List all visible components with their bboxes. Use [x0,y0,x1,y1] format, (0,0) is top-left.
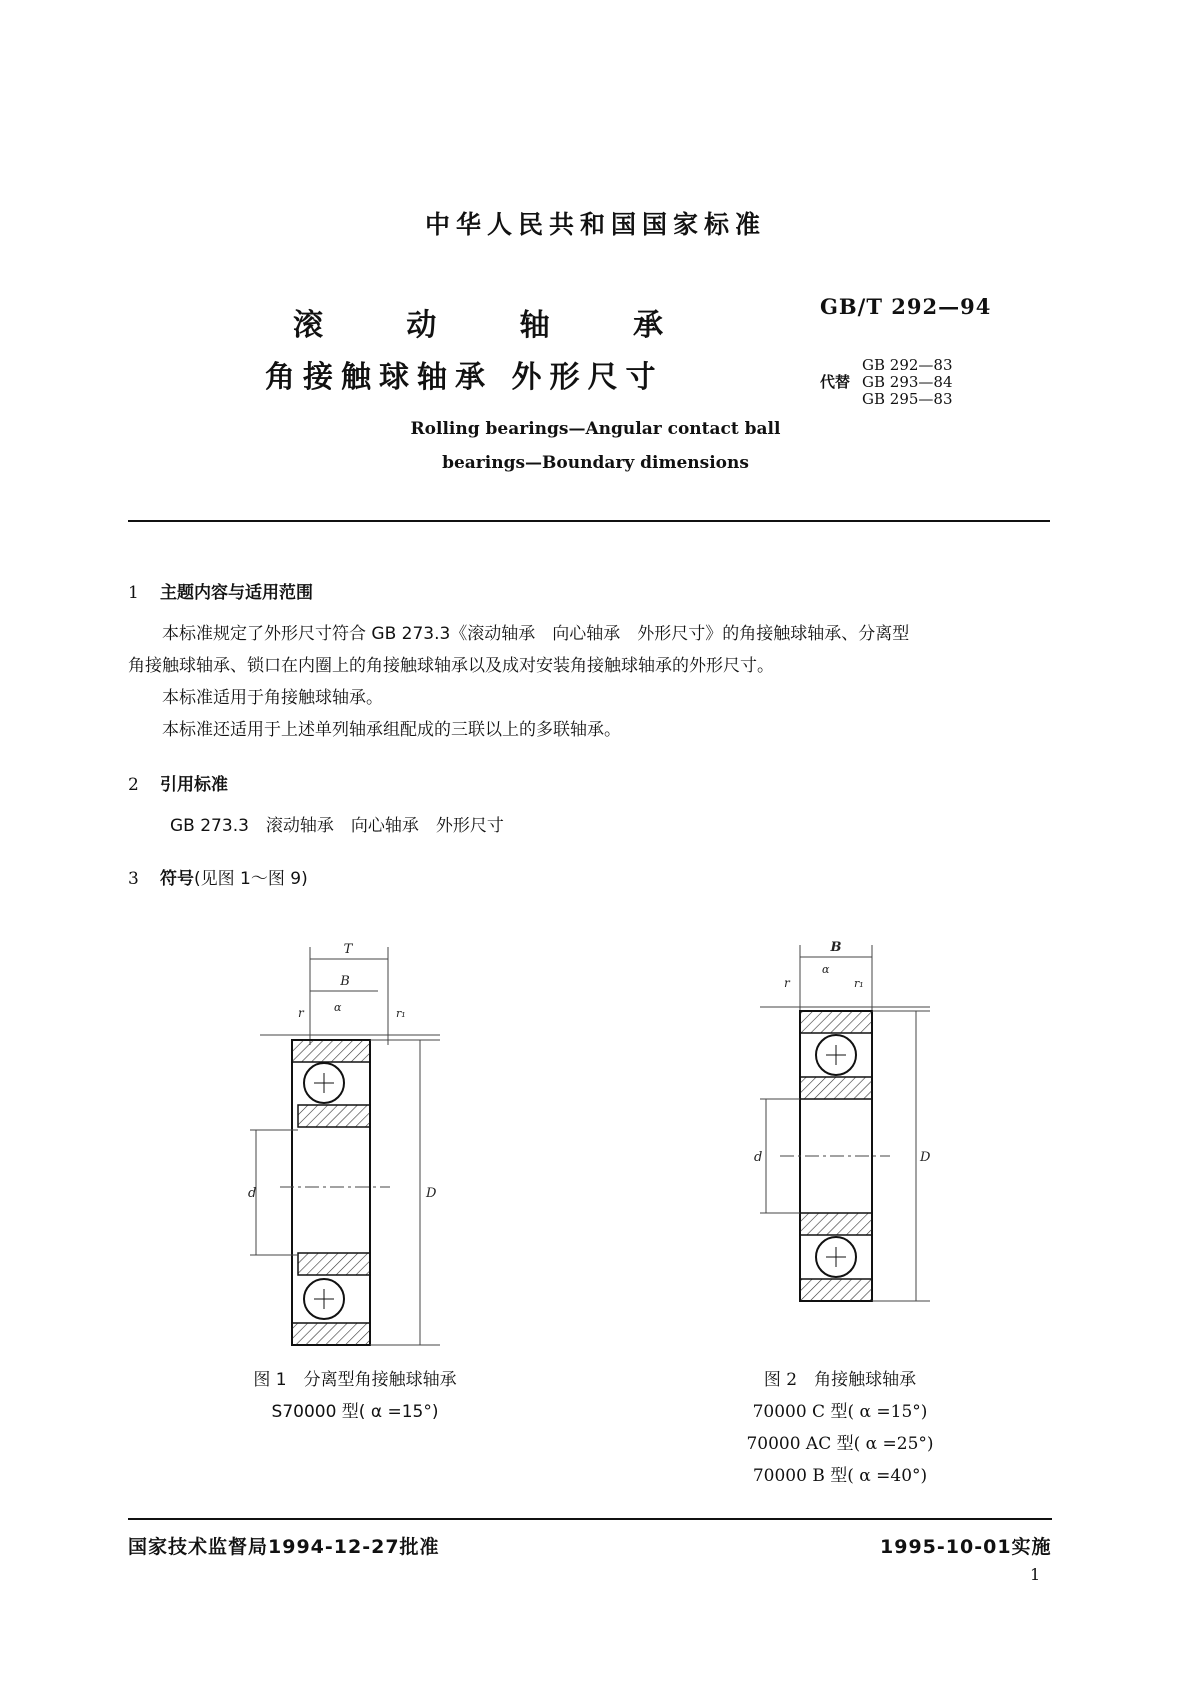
page-number: 1 [1030,1565,1041,1584]
dim-label-D: D [920,1150,931,1165]
title-en [0,412,1191,480]
paragraph: 本标准规定了外形尺寸符合 GB 273.3《滚动轴承 向心轴承 外形尺寸》的角接触球轴承、分离型 [162,624,910,644]
title-en-line2: bearings—Boundary dimensions [442,453,749,473]
title-char: 承 [632,308,663,343]
paragraph: 本标准适用于角接触球轴承。 [162,688,383,708]
title-cn-line1 [293,300,663,344]
title-en-line1: Rolling bearings—Angular contact ball [410,419,781,439]
national-standard-heading: 中华人民共和国国家标准 [424,210,766,239]
header-divider [128,520,1050,522]
replaced-standard: GB 295—83 [862,390,953,408]
replaced-standard: GB 293—84 [862,373,953,391]
dim-label-alpha: α [334,1001,342,1014]
title-char: 轴 [519,308,550,343]
dim-label-r: r [298,1006,304,1020]
dim-label-D: D [426,1186,437,1201]
paragraph: 本标准还适用于上述单列轴承组配成的三联以上的多联轴承。 [162,720,621,740]
section-3-title: 3 符号(见图 1～图 9) [128,869,308,889]
dim-label-B: B [830,940,842,955]
title-char: 滚 [293,308,323,343]
replaces-label: 代替 [820,373,851,391]
implementation-date: 1995-10-01实施 [880,1536,1052,1558]
dim-label-r1: r₁ [396,1007,406,1020]
title-cn-line2: 角接触球轴承 外形尺寸 [265,360,664,395]
replaced-standard: GB 292—83 [862,356,953,374]
replaces-block [820,357,953,408]
figure-2-drawing [740,935,940,1315]
standard-number: GB/T 292—94 [820,294,992,319]
figure-2-caption: 图 2 角接触球轴承 70000 C 型( α =15°) 70000 AC 型( α =25°) 70000 B 型( α =40°) [746,1370,934,1486]
section-2-body [170,810,504,842]
figure-1-drawing [240,935,470,1355]
dim-label-r1: r₁ [854,977,864,990]
dim-label-T: T [343,942,353,957]
section-1-body [128,618,1068,746]
dim-label-alpha: α [822,963,830,976]
dim-label-B: B [340,974,350,989]
section-2-title: 2 引用标准 [128,775,228,795]
dim-label-r: r [784,976,790,990]
dim-label-d: d [754,1150,763,1165]
section-1-title: 1 主题内容与适用范围 [128,583,313,603]
figure-1-caption: 图 1 分离型角接触球轴承 S70000 型( α =15°) [253,1370,457,1422]
paragraph: GB 273.3 滚动轴承 向心轴承 外形尺寸 [170,816,504,836]
paragraph: 角接触球轴承、锁口在内圈上的角接触球轴承以及成对安装角接触球轴承的外形尺寸。 [128,656,774,676]
dim-label-d: d [248,1186,257,1201]
approval-date: 国家技术监督局1994-12-27批准 [128,1536,440,1558]
footer-divider [128,1518,1052,1520]
title-char: 动 [406,308,437,343]
